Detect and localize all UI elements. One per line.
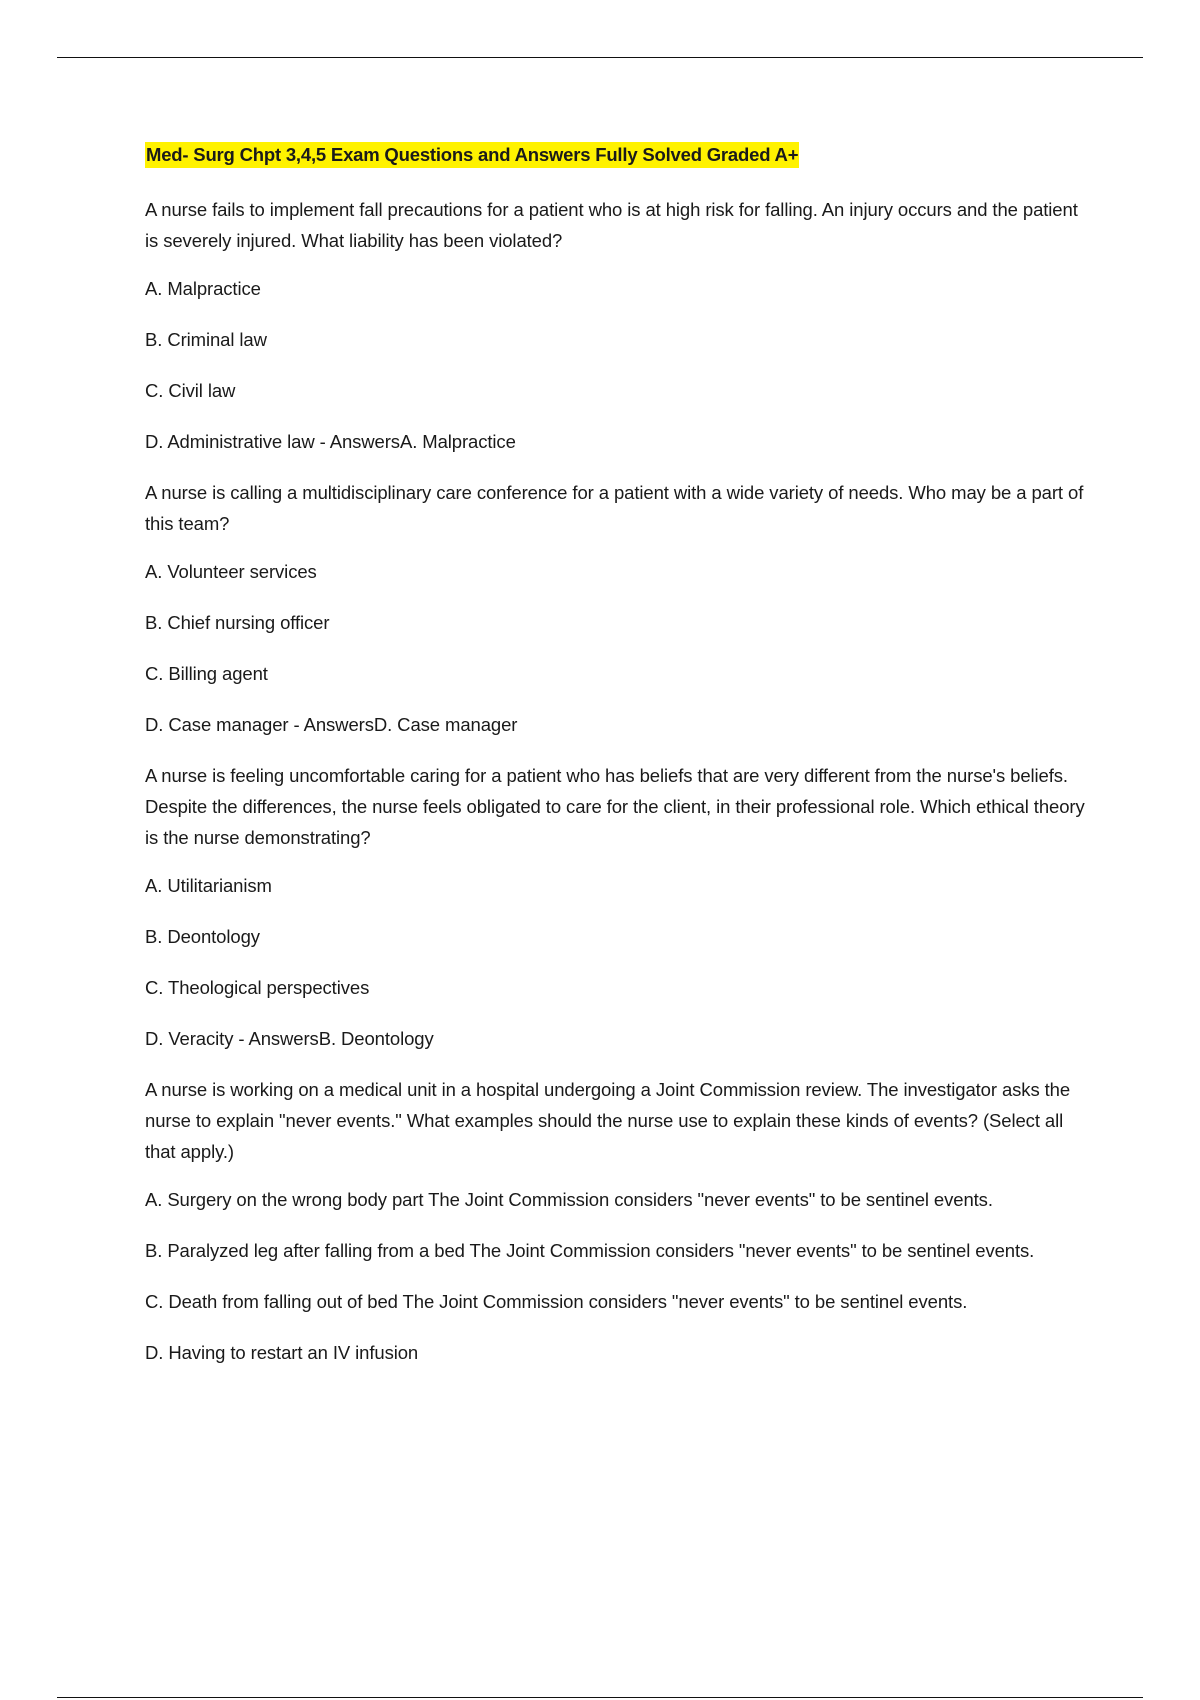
answer-option: D. Case manager - AnswersD. Case manager: [145, 714, 518, 735]
footer-rule: [57, 1697, 1143, 1698]
answer-option: B. Criminal law: [145, 329, 267, 350]
document-title: Med- Surg Chpt 3,4,5 Exam Questions and Answers Fully Solved Graded A+: [145, 142, 799, 168]
question-block-3: [145, 760, 1095, 1054]
question-text: A nurse is feeling uncomfortable caring for a patient who has beliefs that are very different from the nurse's beliefs. Despite the differences, the nurse feels obligated to care for the client, in their professional role. Which ethical theory is the nurse demonstrating?: [145, 765, 1085, 848]
answer-option: C. Theological perspectives: [145, 977, 370, 998]
answer-option: B. Paralyzed leg after falling from a bed The Joint Commission considers "never events" to be sentinel events.: [145, 1240, 1035, 1261]
question-block-2: [145, 477, 1095, 740]
answer-option: D. Having to restart an IV infusion: [145, 1342, 419, 1363]
answer-option: D. Veracity - AnswersB. Deontology: [145, 1028, 434, 1049]
answer-option: B. Chief nursing officer: [145, 612, 330, 633]
answer-option: A. Surgery on the wrong body part The Joint Commission considers "never events" to be sentinel events.: [145, 1189, 993, 1210]
answer-option: A. Utilitarianism: [145, 875, 272, 896]
question-text: A nurse is calling a multidisciplinary care conference for a patient with a wide variety of needs. Who may be a part of this team?: [145, 482, 1084, 534]
question-block-1: [145, 194, 1095, 457]
answer-option: C. Civil law: [145, 380, 236, 401]
answer-option: A. Malpractice: [145, 278, 261, 299]
answer-option: C. Billing agent: [145, 663, 268, 684]
answer-option: C. Death from falling out of bed The Joint Commission considers "never events" to be sentinel events.: [145, 1291, 968, 1312]
question-text: A nurse fails to implement fall precautions for a patient who is at high risk for falling. An injury occurs and the patient is severely injured. What liability has been violated?: [145, 199, 1078, 251]
question-text: A nurse is working on a medical unit in a hospital undergoing a Joint Commission review. The investigator asks the nurse to explain "never events." What examples should the nurse use to explain these kinds of events? (Select all that apply.): [145, 1079, 1071, 1162]
header-rule: [57, 57, 1143, 58]
answer-option: B. Deontology: [145, 926, 260, 947]
question-block-4: [145, 1074, 1095, 1368]
answer-option: D. Administrative law - AnswersA. Malpractice: [145, 431, 516, 452]
answer-option: A. Volunteer services: [145, 561, 317, 582]
document-body: [145, 142, 1095, 1368]
